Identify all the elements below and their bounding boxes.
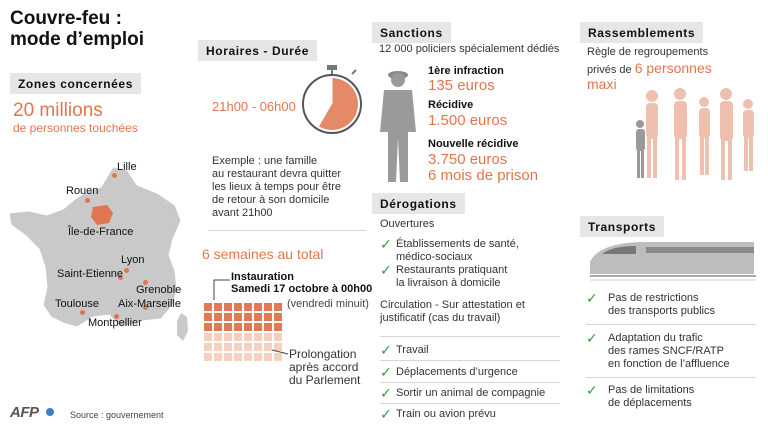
lyon-dot (124, 268, 129, 273)
week-day-square (214, 303, 222, 311)
check-icon: ✓ (586, 382, 598, 398)
week-day-square (274, 333, 282, 341)
lille-dot (112, 173, 117, 178)
week-day-square (264, 303, 272, 311)
transports-separator (586, 324, 756, 325)
week-day-square (254, 303, 262, 311)
derogation-item (380, 264, 507, 290)
check-icon: ✓ (586, 330, 598, 346)
horaires-hours: 21h00 - 06h00 (212, 99, 296, 114)
city-saint-etienne: Saint-Etienne (57, 268, 124, 280)
week-day-square (204, 313, 212, 321)
transport-item (586, 292, 715, 318)
ouvertures-label: Ouvertures (380, 218, 435, 230)
week-day-square (254, 323, 262, 331)
check-icon: ✓ (380, 342, 392, 358)
week-day-square (214, 323, 222, 331)
instauration-bracket (212, 276, 234, 304)
horaires-example-line: de retour à son domicile (212, 194, 330, 206)
nouvelle-recidive-label: Nouvelle récidive (428, 138, 519, 150)
horaires-example-line: au restaurant devra quitter (212, 168, 342, 180)
rassemblements-line1: Règle de regroupements (587, 46, 709, 58)
horaires-example-line: les lieux à temps pour être (212, 181, 342, 193)
derogation-item-text: Déplacements d’urgence (396, 366, 518, 378)
week-day-square (204, 333, 212, 341)
week-day-square (224, 313, 232, 321)
derogation-item-text (396, 264, 507, 290)
derogation-item-text (396, 238, 519, 264)
zones-header: Zones concernées (10, 73, 141, 94)
city-grenoble: Grenoble (136, 284, 182, 296)
transport-item-line: en fonction de l’affluence (608, 358, 730, 370)
horaires-example-line: Exemple : une famille (212, 155, 318, 167)
week-day-square (244, 353, 252, 361)
sanctions-police: 12 000 policiers spécialement dédiés (379, 43, 560, 55)
week-day-square (234, 333, 242, 341)
zones-big-number: 20 millions (13, 100, 103, 121)
derogation-item-line: la livraison à domicile (396, 277, 501, 289)
prolongation-bracket (270, 348, 290, 362)
derogation-item-text: Sortir un animal de compagnie (396, 387, 546, 399)
week-day-square (224, 323, 232, 331)
derogations-separator (380, 403, 560, 404)
rassemblements-six-persons: 6 personnes (634, 60, 712, 76)
toulouse-dot (80, 310, 85, 315)
derogation-item-line: médico-sociaux (396, 251, 473, 263)
derogation-item (380, 366, 518, 379)
circulation-line: justificatif (cas du travail) (380, 312, 501, 324)
horaires-example (212, 155, 372, 220)
check-icon: ✓ (380, 364, 392, 380)
police-officer-icon (378, 66, 418, 186)
instauration-date: Samedi 17 octobre à 00h00 (231, 283, 373, 295)
week-day-square (214, 343, 222, 351)
week-day-square (214, 333, 222, 341)
nouvelle-recidive-amount: 3.750 euros (428, 151, 508, 168)
instauration-label: Instauration (231, 271, 294, 283)
derogation-item (380, 387, 545, 400)
page-title (10, 8, 180, 50)
derogation-item-text: Travail (396, 344, 429, 356)
afp-logo-dot-icon (46, 408, 54, 416)
source-text: Source : gouvernement (70, 410, 164, 420)
week-day-square (224, 333, 232, 341)
transport-item-line: des rames SNCF/RATP (608, 345, 724, 357)
prolongation-line: après accord (289, 360, 359, 374)
week-day-square (264, 333, 272, 341)
city-lille: Lille (117, 161, 137, 173)
derogation-item-text: Train ou avion prévu (396, 408, 496, 420)
week-day-square (214, 313, 222, 321)
derogation-item-line: Établissements de santé, (396, 238, 519, 250)
zones-subtitle: de personnes touchées (13, 121, 138, 135)
transport-item-line: Adaptation du trafic (608, 332, 703, 344)
prolongation-line: du Parlement (289, 373, 361, 387)
group-of-people-icon (632, 88, 762, 188)
transport-item (586, 384, 694, 410)
week-day-square (254, 343, 262, 351)
city-rouen: Rouen (66, 185, 99, 197)
week-day-square (234, 343, 242, 351)
week-day-square (254, 353, 262, 361)
rassemblements-header: Rassemblements (580, 22, 703, 43)
rassemblements-prefix: privés de (587, 64, 635, 76)
horaires-weeks: 6 semaines au total (202, 246, 324, 262)
derogations-separator (380, 336, 560, 337)
week-day-square (204, 343, 212, 351)
check-icon: ✓ (380, 406, 392, 422)
train-icon (586, 236, 758, 284)
instauration-note: (vendredi minuit) (287, 298, 369, 310)
derogations-separator (380, 382, 560, 383)
transport-item (586, 332, 730, 371)
recidive-label: Récidive (428, 99, 474, 111)
week-day-square (244, 313, 252, 321)
check-icon: ✓ (586, 290, 598, 306)
corsica-shape (177, 313, 188, 341)
week-day-square (234, 323, 242, 331)
week-day-square (274, 323, 282, 331)
transport-item-line: de déplacements (608, 397, 692, 409)
page-title-line2: mode d’emploi (10, 29, 145, 50)
city-aix-marseille: Aix-Marseille (118, 298, 181, 310)
week-day-square (244, 343, 252, 351)
nouvelle-recidive-prison: 6 mois de prison (428, 167, 539, 184)
transports-header: Transports (580, 216, 664, 237)
derogations-separator (380, 360, 560, 361)
week-day-square (204, 303, 212, 311)
week-day-square (244, 323, 252, 331)
check-icon: ✓ (380, 385, 392, 401)
stopwatch-icon (296, 64, 368, 136)
check-icon: ✓ (380, 262, 392, 278)
city-ile-de-france: Île-de-France (68, 226, 134, 238)
transport-item-text (602, 384, 694, 410)
week-day-square (274, 313, 282, 321)
derogation-item (380, 344, 429, 357)
week-day-square (254, 333, 262, 341)
transport-item-text (602, 292, 715, 318)
week-day-square (224, 353, 232, 361)
week-day-square (214, 353, 222, 361)
first-offense-label: 1ère infraction (428, 65, 504, 77)
transport-item-line: Pas de restrictions (608, 292, 699, 304)
prolongation-text (289, 348, 360, 387)
week-day-square (234, 313, 242, 321)
week-day-square (224, 343, 232, 351)
derogation-item (380, 238, 519, 264)
week-day-square (234, 353, 242, 361)
sanctions-header: Sanctions (372, 22, 451, 43)
week-day-square (204, 323, 212, 331)
afp-logo: AFP (10, 404, 39, 421)
transport-item-line: des transports publics (608, 305, 715, 317)
page-title-line1: Couvre-feu : (10, 8, 122, 29)
derogation-item-line: Restaurants pratiquant (396, 264, 508, 276)
transports-separator (586, 377, 756, 378)
horaires-header: Horaires - Durée (198, 40, 317, 61)
week-day-square (234, 303, 242, 311)
check-icon: ✓ (380, 236, 392, 252)
circulation-text (380, 299, 525, 325)
horaires-separator (208, 230, 366, 231)
week-day-square (274, 303, 282, 311)
circulation-line: Circulation - Sur attestation et (380, 299, 525, 311)
first-offense-amount: 135 euros (428, 77, 495, 94)
week-day-square (244, 333, 252, 341)
recidive-amount: 1.500 euros (428, 112, 508, 129)
week-day-square (244, 303, 252, 311)
horaires-example-line: avant 21h00 (212, 207, 273, 219)
rouen-dot (85, 198, 90, 203)
derogation-item (380, 408, 496, 421)
city-montpellier: Montpellier (88, 317, 142, 329)
week-day-square (264, 313, 272, 321)
week-day-square (254, 313, 262, 321)
city-toulouse: Toulouse (55, 298, 100, 310)
transport-item-line: Pas de limitations (608, 384, 695, 396)
week-day-square (264, 323, 272, 331)
city-lyon: Lyon (121, 254, 145, 266)
transport-item-text (602, 332, 730, 371)
prolongation-line: Prolongation (289, 347, 357, 361)
week-day-square (224, 303, 232, 311)
rassemblements-maxi: maxi (587, 76, 617, 92)
derogations-header: Dérogations (372, 193, 465, 214)
week-day-square (204, 353, 212, 361)
